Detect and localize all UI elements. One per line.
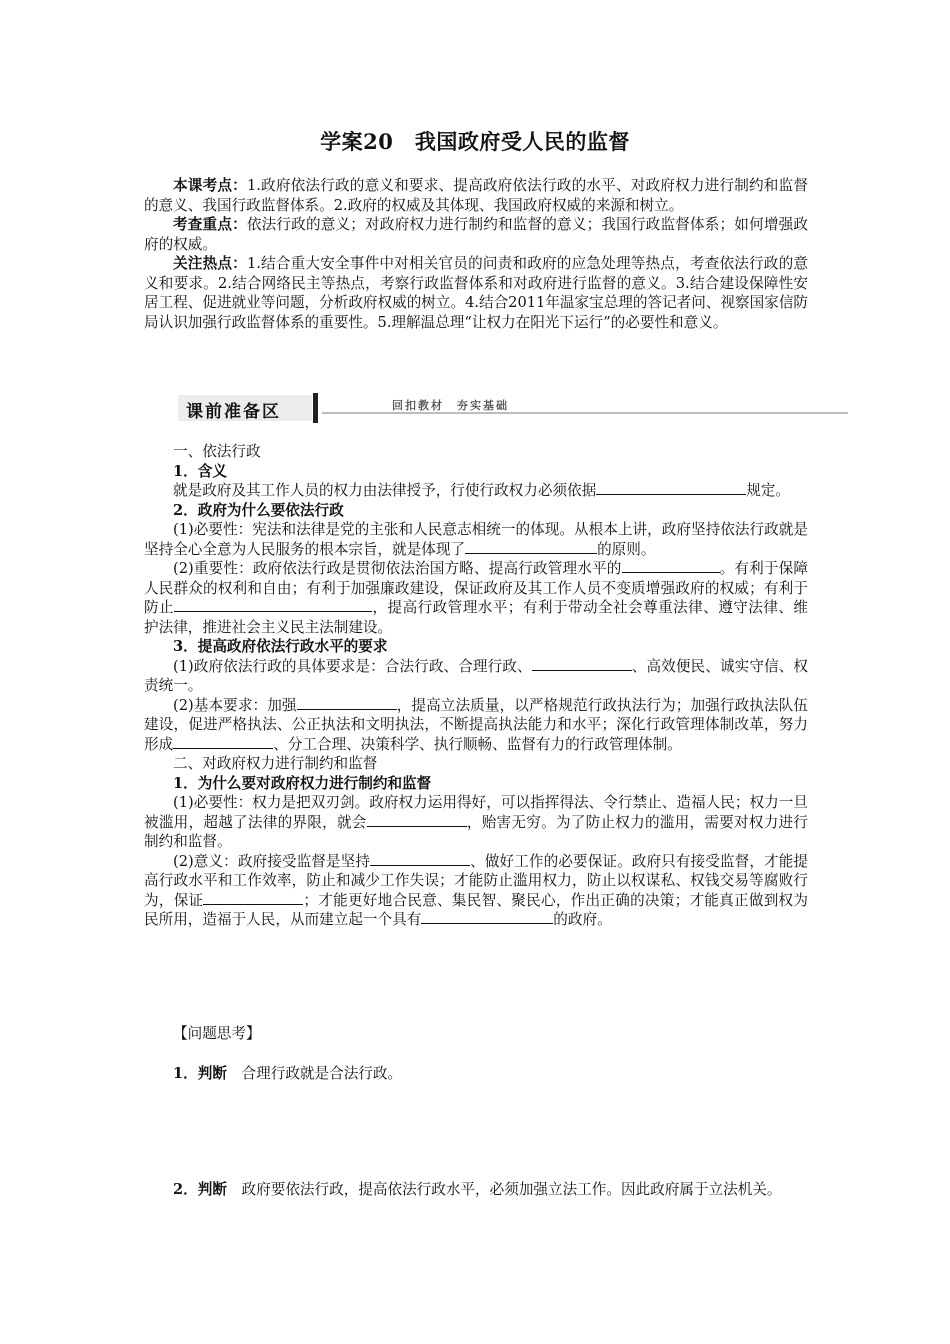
question-1-text: 合理行政就是合法行政。: [241, 1065, 403, 1082]
text-span: (1)政府依法行政的具体要求是：合法行政、合理行政、: [173, 657, 532, 675]
section-1-1-heading: 1．含义: [173, 462, 227, 480]
question-2-text: 政府要依法行政，提高依法行政水平，必须加强立法工作。因此政府属于立法机关。: [241, 1181, 782, 1198]
redian-text: 1.结合重大安全事件中对相关官员的问责和政府的应急处理等热点，考查依法行政的意义和要求。2.结合网络民主等热点，考察行政监督体系和对政府进行监督的意义。3.结合建设保障性安居工程、促进就业等问题，分析政府权威的树立。4.结合2011年温家宝总理的答记者问、视察国家信防局认识加强行政监督体系的重要性。5.理解温总理“让权力在阳光下运行”的必要性和意义。: [144, 255, 809, 331]
fill-blank[interactable]: [370, 852, 470, 866]
fill-blank[interactable]: [174, 598, 372, 612]
text-span: ，提高行政管理水平；有利于带动全社会尊重法律、遵守法律、维护法律，推进社会主义民主法制建设。: [144, 599, 808, 636]
section-2-1-heading: 1．为什么要对政府权力进行制约和监督: [173, 774, 432, 792]
kaodian-label: 本课考点：: [173, 177, 247, 194]
question-1-line: [144, 1064, 808, 1084]
text-span: 、分工合理、决策科学、执行顺畅、监督有力的行政管理体制。: [273, 735, 682, 753]
fill-blank[interactable]: [297, 696, 397, 710]
fill-blank[interactable]: [532, 657, 632, 671]
text-span: (2)重要性：政府依法行政是贯彻依法治国方略、提高行政管理水平的: [173, 560, 622, 577]
redian-label: 关注热点：: [173, 255, 247, 272]
banner-divider-bar: [313, 393, 318, 423]
text-span: (2)意义：政府接受监督是坚持: [173, 852, 371, 870]
question-2: [144, 1180, 808, 1200]
section-1-3-para-1: [144, 657, 808, 696]
kaodian-paragraph: [144, 176, 808, 215]
text-span: 的政府。: [553, 911, 612, 928]
section-2-1-para-2: [144, 852, 808, 930]
text-span: (1)必要性：权力是把双刃剑。政府权力运用得好，可以指挥得法、令行禁止、造福人民；权力一旦被滥用，超越了法律的界限，就会: [144, 794, 808, 831]
section-1-2-heading: 2．政府为什么要依法行政: [173, 501, 344, 519]
fill-blank[interactable]: [367, 813, 467, 827]
section-2-1-para-1: [144, 793, 808, 852]
text-span: 。有利于保障人民群众的权利和自由；有利于加强廉政建设，保证政府及其工作人员不变质增强政府的权威；有利于防止: [144, 560, 808, 616]
question-2-line: [144, 1180, 808, 1200]
question-1-label: 1．判断: [173, 1065, 227, 1082]
text-span: ；才能更好地合民意、集民智、聚民心，作出正确的决策；才能真正做到权为民所用，造福于人民，从而建立起一个具有: [144, 891, 808, 928]
zhongdian-label: 考查重点：: [173, 216, 247, 233]
section-1-2-para-2: [144, 559, 808, 637]
zhongdian-text: 依法行政的意义；对政府权力进行制约和监督的意义；我国行政监督体系；如何增强政府的权威。: [144, 216, 808, 253]
text-span: 就是政府及其工作人员的权力由法律授予，行使行政权力必须依据: [173, 482, 597, 499]
intro-section: [144, 176, 808, 332]
banner-subtitle: 回扣教材 夯实基础: [392, 399, 509, 412]
section-banner: [178, 393, 848, 423]
section-1-3-para-2: [144, 696, 808, 755]
questions-heading: 【问题思考】: [173, 1025, 261, 1042]
fill-blank[interactable]: [465, 540, 597, 554]
kaodian-text: 1.政府依法行政的意义和要求、提高政府依法行政的水平、对政府权力进行制约和监督的意义、我国行政监督体系。2.政府的权威及其体现、我国政府权威的来源和树立。: [144, 177, 808, 214]
text-span: 的原则。: [597, 540, 656, 558]
text-span: ，贻害无穷。为了防止权力的滥用，需要对权力进行制约和监督。: [144, 813, 808, 850]
main-content: [144, 442, 808, 930]
question-1: [144, 1064, 808, 1084]
section-1-2-para-1: [144, 520, 808, 559]
fill-blank[interactable]: [596, 481, 738, 495]
text-span: ，提高立法质量，以严格规范行政执法行为；加强行政执法队伍建设，促进严格执法、公正执法和文明执法，不断提高执法能力和水平；深化行政管理体制改革，努力形成: [144, 696, 808, 753]
text-span: (2)基本要求：加强: [173, 696, 297, 714]
question-2-label: 2．判断: [173, 1181, 227, 1198]
section-1-3-heading: 3．提高政府依法行政水平的要求: [173, 638, 388, 655]
fill-blank[interactable]: [173, 735, 273, 749]
text-span: 规定。: [746, 482, 791, 499]
page-title: 学案20 我国政府受人民的监督: [320, 129, 630, 154]
fill-blank[interactable]: [203, 891, 303, 905]
text-span: (1)必要性：宪法和法律是党的主张和人民意志相统一的体现。从根本上讲，政府坚持依法行政就是坚持全心全意为人民服务的根本宗旨，就是体现了: [144, 521, 808, 558]
section-1-1-text: [144, 481, 808, 501]
banner-title: 课前准备区: [186, 402, 281, 422]
redian-paragraph: [144, 254, 808, 332]
zhongdian-paragraph: [144, 215, 808, 254]
section-2-heading: 二、对政府权力进行制约和监督: [173, 755, 378, 772]
questions-section: [144, 1024, 808, 1044]
fill-blank[interactable]: [622, 559, 720, 573]
section-1-heading: 一、依法行政: [173, 443, 261, 460]
text-span: 、高效便民、诚实守信、权责统一。: [144, 657, 808, 694]
fill-blank[interactable]: [421, 910, 497, 924]
fill-blank[interactable]: [497, 910, 553, 924]
text-span: 、做好工作的必要保证。政府只有接受监督，才能提高行政水平和工作效率，防止和减少工作失误；才能防止滥用权力，防止以权谋私、权钱交易等腐败行为，保证: [144, 852, 808, 909]
